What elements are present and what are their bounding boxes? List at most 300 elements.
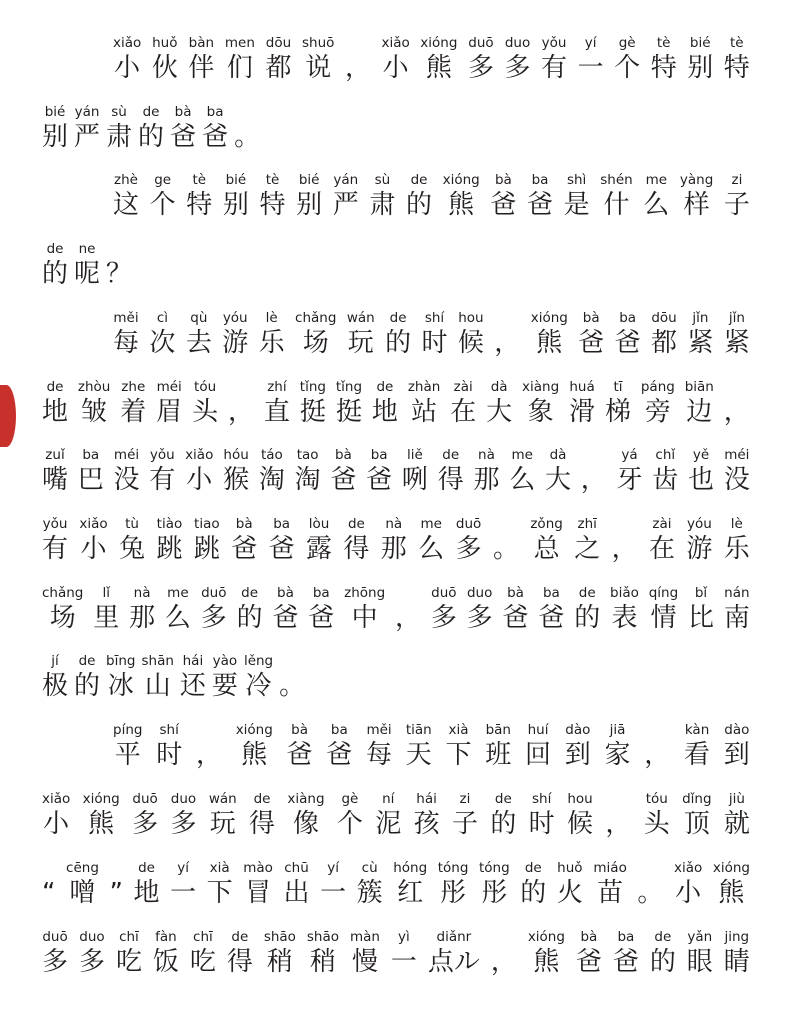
ruby-cell [402, 446, 428, 496]
text-line [113, 309, 750, 359]
ruby-cell [109, 859, 122, 909]
hanzi: 顶 [683, 809, 710, 839]
ruby-cell [644, 790, 670, 840]
ruby-cell [724, 34, 750, 84]
ruby-cell [333, 171, 359, 221]
ruby-cell [420, 34, 457, 84]
pinyin: bié [298, 172, 320, 188]
ruby-cell [525, 721, 551, 771]
hanzi: 场 [49, 603, 76, 633]
ruby-cell [106, 103, 132, 153]
hanzi: 嘴 [42, 465, 69, 495]
ruby-cell [438, 859, 469, 909]
ruby-cell [212, 652, 238, 702]
pinyin: yóu [222, 310, 248, 326]
ruby-cell [545, 446, 571, 496]
hanzi: 冰 [107, 671, 134, 701]
hanzi: 们 [226, 53, 253, 83]
ruby-cell [687, 928, 713, 978]
hanzi: 稍 [309, 947, 336, 977]
ruby-cell [141, 652, 173, 702]
ruby-cell [485, 721, 511, 771]
ruby-cell [264, 378, 290, 428]
ruby-cell [473, 446, 499, 496]
pinyin: qíng [648, 585, 679, 601]
hanzi: 一 [170, 878, 197, 908]
pinyin: tao [296, 447, 319, 463]
ruby-cell [687, 309, 713, 359]
ruby-cell [343, 515, 369, 565]
pinyin: ba [273, 516, 291, 532]
hanzi: 跳 [156, 534, 183, 564]
hanzi: 眼 [686, 947, 713, 977]
hanzi: 比 [688, 603, 715, 633]
ruby-cell [649, 515, 675, 565]
pinyin: méi [156, 379, 182, 395]
hanzi: 多 [200, 603, 227, 633]
hanzi: 玩 [347, 328, 374, 358]
ruby-cell [393, 859, 427, 909]
text-line [113, 721, 750, 771]
pinyin: yán [333, 172, 359, 188]
hanzi: 旁 [644, 397, 671, 427]
pinyin: zài [453, 379, 473, 395]
hanzi: 彤 [481, 878, 508, 908]
ruby-cell [42, 652, 68, 702]
ruby-cell [369, 171, 395, 221]
hanzi: 爸 [326, 740, 353, 770]
hanzi: 肃 [106, 122, 133, 152]
pinyin: huǒ [557, 860, 583, 876]
hanzi: 爸 [308, 603, 335, 633]
ruby-cell [581, 446, 607, 496]
hanzi: 头 [643, 809, 670, 839]
pinyin: zhī [577, 516, 597, 532]
text-line [42, 240, 132, 290]
pinyin: tóng [479, 860, 510, 876]
pinyin: qù [190, 310, 208, 326]
ruby-cell [438, 446, 464, 496]
ruby-cell [350, 928, 380, 978]
ruby-cell [223, 446, 249, 496]
pinyin: dà [490, 379, 508, 395]
pinyin: mào [243, 860, 273, 876]
ruby-cell [347, 309, 375, 359]
pinyin: jí [51, 653, 59, 669]
ruby-cell [414, 790, 440, 840]
pinyin: bà [582, 310, 600, 326]
ruby-cell [406, 171, 432, 221]
ruby-cell [165, 584, 191, 634]
hanzi: ， [644, 740, 671, 770]
pinyin: miáo [593, 860, 627, 876]
ruby-cell [192, 378, 218, 428]
hanzi: ， [227, 397, 254, 427]
hanzi: 多 [455, 534, 482, 564]
ruby-cell [650, 928, 676, 978]
ruby-cell [330, 446, 356, 496]
hanzi: 的 [520, 878, 547, 908]
hanzi: 出 [283, 878, 310, 908]
hanzi: 回 [525, 740, 552, 770]
pinyin: chǐ [655, 447, 676, 463]
hanzi: 跳 [193, 534, 220, 564]
hanzi: 要 [211, 671, 238, 701]
ruby-cell [156, 515, 182, 565]
pinyin: xiǎo [42, 791, 71, 807]
ruby-cell [615, 309, 641, 359]
pinyin: bà [507, 585, 524, 601]
ruby-cell [207, 859, 233, 909]
ruby-cell [295, 309, 336, 359]
pinyin: de [578, 585, 596, 601]
pinyin: zi [459, 791, 471, 807]
ruby-cell [520, 859, 546, 909]
hanzi: 爸 [490, 190, 517, 220]
hanzi: 游 [222, 328, 249, 358]
pinyin: duo [504, 35, 531, 51]
ruby-cell [320, 859, 346, 909]
ruby-cell [421, 309, 447, 359]
hanzi: 边 [686, 397, 713, 427]
hanzi: 时 [421, 328, 448, 358]
hanzi: 别 [42, 122, 69, 152]
hanzi: 小 [43, 809, 70, 839]
ruby-cell [259, 446, 285, 496]
ruby-cell [225, 34, 255, 84]
ruby-cell [357, 859, 383, 909]
pinyin: zuǐ [45, 447, 65, 463]
hanzi: 里 [93, 603, 120, 633]
pinyin: me [511, 447, 533, 463]
pinyin: táo [260, 447, 283, 463]
pinyin: tè [656, 35, 671, 51]
ruby-cell [529, 790, 555, 840]
hanzi: 多 [78, 947, 105, 977]
ruby-cell [344, 584, 385, 634]
hanzi: 爸 [366, 465, 393, 495]
hanzi: 爸 [575, 947, 602, 977]
hanzi: 下 [206, 878, 233, 908]
pinyin: zhè [114, 172, 138, 188]
hanzi: 家 [604, 740, 631, 770]
ruby-cell [613, 928, 639, 978]
pinyin: dōu [651, 310, 677, 326]
hanzi: 个 [336, 809, 363, 839]
hanzi: 孩 [413, 809, 440, 839]
pinyin: duō [201, 585, 227, 601]
pinyin: de [231, 929, 249, 945]
hanzi: 之 [574, 534, 601, 564]
hanzi: 。 [637, 878, 664, 908]
pinyin: de [410, 172, 428, 188]
pinyin: bān [485, 722, 511, 738]
hanzi: 样 [683, 190, 710, 220]
hanzi: 的 [138, 122, 165, 152]
pinyin: měi [366, 722, 392, 738]
hanzi: 极 [42, 671, 69, 701]
pinyin: shí [424, 310, 445, 326]
ruby-cell [234, 103, 260, 153]
hanzi: 到 [723, 740, 750, 770]
hanzi: 没 [113, 465, 140, 495]
ruby-cell [236, 721, 273, 771]
pinyin: yǎn [687, 929, 713, 945]
ruby-cell [185, 446, 213, 496]
pinyin: bàn [188, 35, 215, 51]
pinyin: wán [346, 310, 375, 326]
pinyin: ba [370, 447, 388, 463]
hanzi: 梯 [604, 397, 631, 427]
ruby-cell [494, 309, 520, 359]
pinyin: kàn [684, 722, 710, 738]
ruby-cell [651, 309, 677, 359]
ruby-cell [605, 790, 631, 840]
ruby-cell [366, 721, 392, 771]
pinyin: méi [113, 447, 140, 463]
hanzi: 噌 [69, 878, 96, 908]
hanzi: 小 [114, 53, 141, 83]
ruby-cell [490, 790, 516, 840]
pinyin: ba [531, 172, 549, 188]
ruby-cell [42, 584, 83, 634]
hanzi: 大 [486, 397, 513, 427]
ruby-cell [509, 446, 535, 496]
hanzi: 是 [563, 190, 590, 220]
hanzi: 多 [504, 53, 531, 83]
pinyin: wán [208, 791, 237, 807]
ruby-cell [541, 34, 567, 84]
ruby-cell [106, 652, 135, 702]
ruby-cell [490, 171, 516, 221]
ruby-cell [186, 171, 212, 221]
hanzi: 熊 [533, 947, 560, 977]
hanzi: 么 [164, 603, 191, 633]
hanzi: 的 [406, 190, 433, 220]
ruby-cell [237, 584, 263, 634]
hanzi: ， [490, 947, 517, 977]
pinyin: tī [613, 379, 623, 395]
hanzi: 别 [296, 190, 323, 220]
ruby-cell [114, 446, 140, 496]
pinyin: xiǎo [185, 447, 214, 463]
pinyin: cù [361, 860, 378, 876]
pinyin: shāo [306, 929, 340, 945]
pinyin: tè [729, 35, 744, 51]
hanzi: 点ル [427, 947, 480, 977]
ruby-cell [66, 859, 99, 909]
pinyin: shì [566, 172, 587, 188]
pinyin: huá [569, 379, 595, 395]
ruby-cell [688, 584, 714, 634]
hanzi: 有 [149, 465, 176, 495]
ruby-cell [431, 584, 457, 634]
pinyin: shí [532, 791, 552, 807]
hanzi: 的 [42, 259, 69, 289]
hanzi: ， [580, 465, 607, 495]
ruby-cell [375, 790, 401, 840]
ruby-cell [244, 652, 273, 702]
pinyin: gè [618, 35, 636, 51]
ruby-cell [674, 859, 702, 909]
pinyin: liě [407, 447, 423, 463]
pinyin: hái [416, 791, 437, 807]
pinyin: bīng [106, 653, 136, 669]
pinyin: bà [291, 722, 308, 738]
hanzi: 那 [473, 465, 500, 495]
ruby-cell [202, 103, 228, 153]
hanzi: 也 [688, 465, 715, 495]
ruby-cell [287, 721, 313, 771]
hanzi: 玩 [209, 809, 236, 839]
ruby-cell [132, 790, 158, 840]
pinyin: xióng [527, 929, 565, 945]
hanzi: 还 [179, 671, 206, 701]
hanzi: 爸 [502, 603, 529, 633]
pinyin: chī [193, 929, 213, 945]
hanzi: 情 [650, 603, 677, 633]
pinyin: yí [177, 860, 189, 876]
hanzi: 肃 [369, 190, 396, 220]
pinyin: xióng [235, 722, 273, 738]
pinyin: xióng [712, 860, 750, 876]
hanzi: 熊 [448, 190, 475, 220]
hanzi: 淘 [294, 465, 321, 495]
pinyin: lè [730, 516, 743, 532]
ruby-cell [385, 309, 411, 359]
hanzi: 多 [430, 603, 457, 633]
ruby-cell [381, 515, 407, 565]
hanzi: 特 [723, 53, 750, 83]
hanzi: 爸 [272, 603, 299, 633]
hanzi: 个 [149, 190, 176, 220]
ruby-cell [150, 171, 176, 221]
ruby-cell [308, 584, 334, 634]
hanzi: 小 [675, 878, 702, 908]
pinyin: de [46, 379, 64, 395]
pinyin: xióng [442, 172, 480, 188]
hanzi: 巴 [77, 465, 104, 495]
ruby-cell [156, 378, 182, 428]
ruby-cell [505, 34, 531, 84]
pinyin: xiǎo [79, 516, 108, 532]
hanzi: 有 [42, 534, 69, 564]
ruby-cell [42, 378, 68, 428]
pinyin: tǐng [335, 379, 363, 395]
hanzi: 子 [723, 190, 750, 220]
hanzi: 挺 [299, 397, 326, 427]
hanzi: 就 [723, 809, 750, 839]
pinyin: duo [79, 929, 105, 945]
ruby-cell [578, 309, 604, 359]
ruby-cell [79, 515, 107, 565]
ruby-cell [522, 378, 559, 428]
hanzi: 彤 [440, 878, 467, 908]
pinyin: xiǎo [381, 35, 410, 51]
hanzi: 游 [686, 534, 713, 564]
pinyin: de [78, 653, 96, 669]
ruby-cell [605, 378, 631, 428]
text-line [113, 34, 750, 84]
ruby-cell [564, 171, 590, 221]
hanzi: 在 [648, 534, 675, 564]
ruby-cell [493, 515, 519, 565]
ruby-cell [223, 171, 249, 221]
pinyin: duo [466, 585, 493, 601]
pinyin: xiǎo [113, 35, 142, 51]
ruby-cell [381, 34, 409, 84]
ruby-cell [265, 34, 291, 84]
ruby-cell [42, 103, 68, 153]
hanzi: 地 [133, 878, 160, 908]
ruby-cell [652, 446, 678, 496]
hanzi: 场 [302, 328, 329, 358]
pinyin: yóu [686, 516, 712, 532]
hanzi: 那 [129, 603, 156, 633]
ruby-cell [576, 928, 602, 978]
hanzi: 多 [466, 603, 493, 633]
pinyin: yǒu [541, 35, 567, 51]
pinyin: tiān [405, 722, 432, 738]
pinyin: sù [111, 104, 127, 120]
ruby-cell [156, 721, 182, 771]
ruby-cell [446, 721, 472, 771]
hanzi: 小 [382, 53, 409, 83]
hanzi: 时 [528, 809, 555, 839]
hanzi: 咧 [401, 465, 428, 495]
hanzi: ， [344, 53, 371, 83]
hanzi: 乐 [258, 328, 285, 358]
hanzi: 候 [457, 328, 484, 358]
ruby-cell [450, 378, 476, 428]
pinyin: měi [113, 310, 139, 326]
hanzi: “ [42, 878, 56, 908]
hanzi: 平 [114, 740, 141, 770]
ruby-cell [186, 309, 212, 359]
ruby-cell [688, 446, 714, 496]
ruby-cell [93, 584, 119, 634]
hanzi: 没 [723, 465, 750, 495]
ruby-cell [649, 584, 678, 634]
ruby-cell [527, 171, 553, 221]
ruby-cell [264, 928, 296, 978]
hanzi: 多 [467, 53, 494, 83]
hanzi: 候 [567, 809, 594, 839]
ruby-cell [617, 446, 643, 496]
ruby-cell [116, 928, 142, 978]
hanzi: 什 [603, 190, 630, 220]
ruby-cell [180, 652, 206, 702]
hanzi: 说 [305, 53, 332, 83]
pinyin: páng [640, 379, 675, 395]
hanzi: 个 [614, 53, 641, 83]
pinyin: dào [565, 722, 591, 738]
text-line [42, 378, 750, 428]
pinyin: tiào [156, 516, 183, 532]
ruby-cell [468, 34, 494, 84]
pinyin: huí [527, 722, 549, 738]
ruby-cell [337, 790, 363, 840]
pinyin: jiā [609, 722, 626, 738]
pinyin: yào [212, 653, 238, 669]
hanzi: 猴 [223, 465, 250, 495]
ruby-cell [249, 790, 275, 840]
pinyin: ba [82, 447, 100, 463]
ruby-cell [391, 928, 417, 978]
hanzi: 熊 [425, 53, 452, 83]
pinyin: de [241, 585, 259, 601]
pinyin: biǎo [610, 585, 639, 601]
